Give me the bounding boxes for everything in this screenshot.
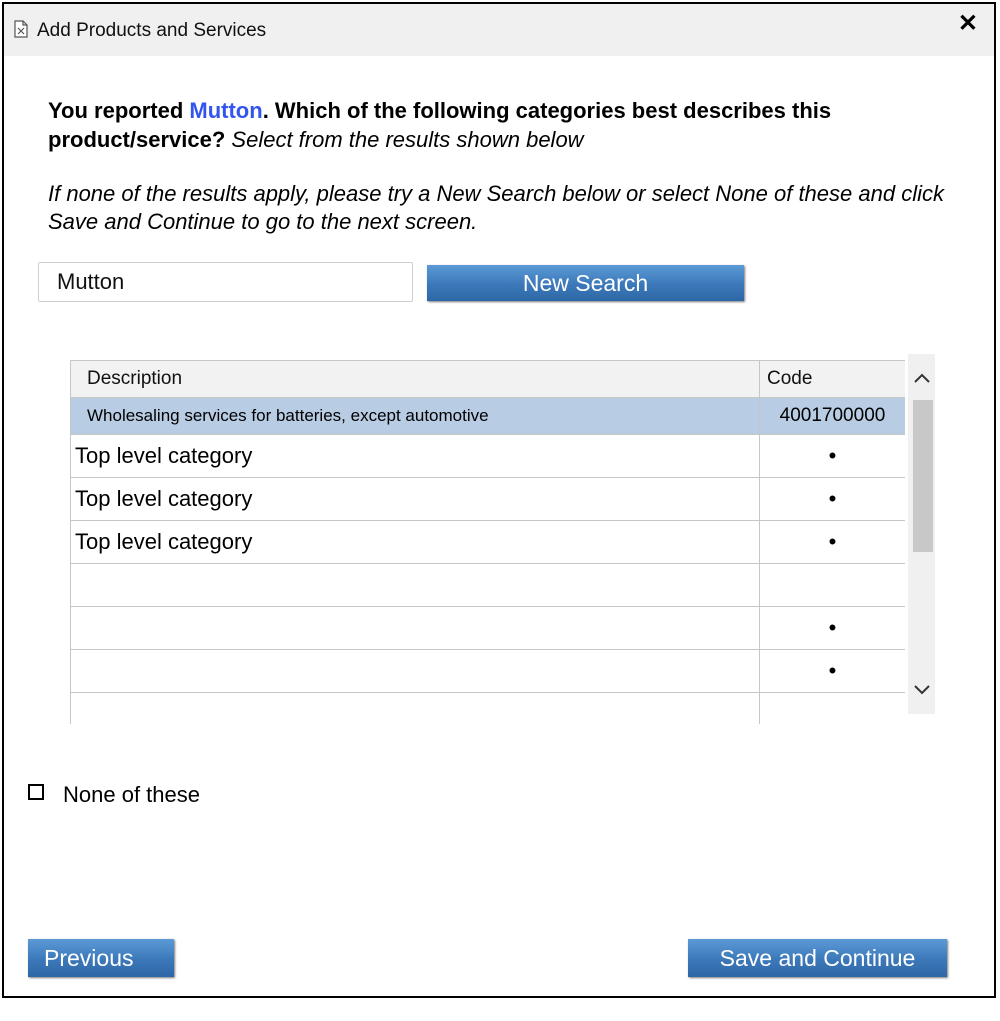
table-scrollbar[interactable] — [908, 354, 935, 714]
row-description — [71, 564, 760, 607]
question-lead: You reported — [48, 98, 190, 123]
row-code: • — [760, 435, 906, 478]
table-row[interactable] — [71, 693, 906, 725]
results-table-container — [70, 360, 905, 724]
row-description: Top level category — [71, 521, 760, 564]
reported-term: Mutton — [189, 98, 263, 123]
table-row[interactable] — [71, 650, 906, 693]
new-search-button[interactable]: New Search — [427, 265, 744, 301]
row-code — [760, 564, 906, 607]
table-row[interactable] — [71, 478, 906, 521]
row-code — [760, 693, 906, 725]
chevron-down-icon[interactable] — [908, 674, 935, 704]
question-text — [48, 96, 948, 154]
table-row[interactable] — [71, 607, 906, 650]
row-code: • — [760, 650, 906, 693]
row-code: • — [760, 607, 906, 650]
row-description — [71, 650, 760, 693]
row-description: Top level category — [71, 478, 760, 521]
document-icon — [14, 20, 28, 38]
code-header: Code — [760, 361, 906, 398]
row-description: Top level category — [71, 435, 760, 478]
scroll-thumb[interactable] — [913, 400, 933, 552]
search-input[interactable] — [38, 262, 413, 302]
table-row[interactable] — [71, 564, 906, 607]
table-header-row — [71, 361, 906, 398]
table-row[interactable] — [71, 435, 906, 478]
chevron-up-icon[interactable] — [908, 362, 935, 392]
save-and-continue-button[interactable]: Save and Continue — [688, 939, 947, 977]
dialog-title: Add Products and Services — [37, 20, 267, 41]
row-code: • — [760, 478, 906, 521]
title-bar — [4, 4, 994, 56]
table-row[interactable] — [71, 521, 906, 564]
table-row[interactable] — [71, 398, 906, 435]
question-body: . Which of the following categories best describes this product/service? — [48, 98, 832, 152]
row-description — [71, 607, 760, 650]
none-of-these-label[interactable]: None of these — [63, 782, 200, 807]
none-of-these-checkbox[interactable] — [28, 784, 44, 800]
row-code: 4001700000 — [760, 398, 906, 435]
description-header: Description — [71, 361, 760, 398]
row-code: • — [760, 521, 906, 564]
row-description — [71, 693, 760, 725]
previous-button[interactable]: Previous — [28, 939, 174, 977]
row-description: Wholesaling services for batteries, except automotive — [71, 398, 760, 435]
help-note: If none of the results apply, please try a New Search below or select None of these and click Save and Continue to go to the next screen. — [48, 181, 944, 234]
add-products-dialog — [2, 2, 996, 998]
close-icon[interactable]: ✕ — [957, 10, 978, 37]
results-table — [70, 360, 905, 724]
table-body — [71, 398, 906, 725]
instruction-text: Select from the results shown below — [231, 127, 584, 152]
